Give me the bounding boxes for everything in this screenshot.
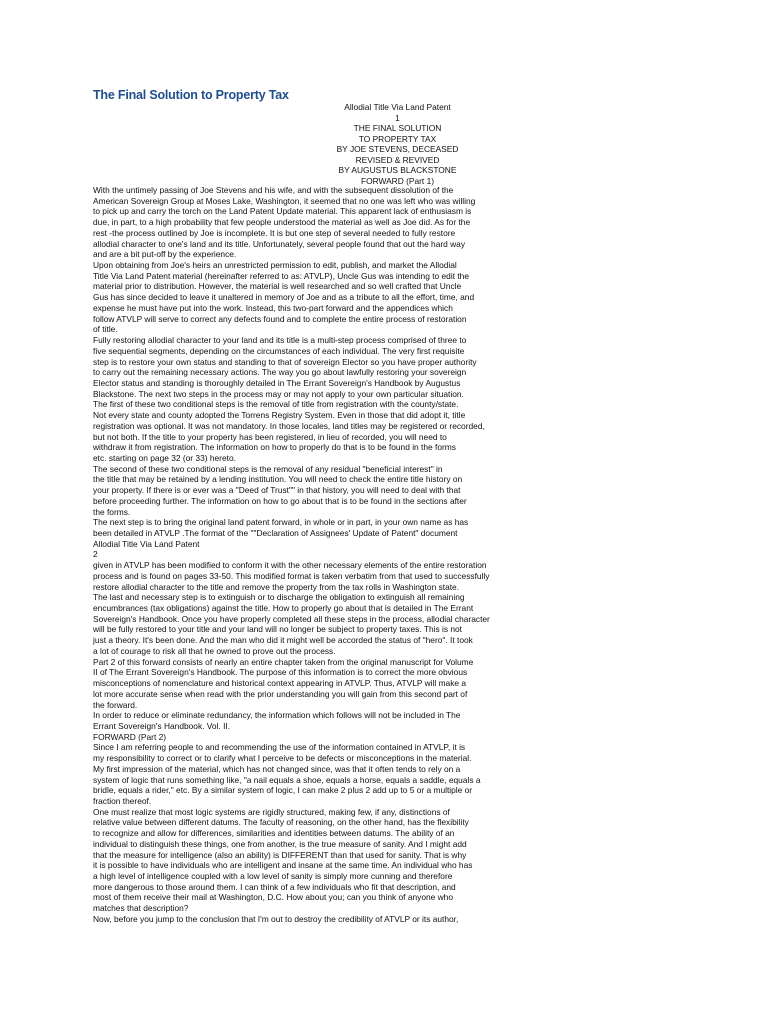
body-line: withdraw it from registration. The information on how to properly do that is to be found in the forms xyxy=(93,442,456,453)
body-line: Upon obtaining from Joe's heirs an unrestricted permission to edit, publish, and market the Allodial xyxy=(93,260,457,271)
body-line: bridle, equals a rider," etc. By a similar system of logic, I can make 2 plus 2 add up to 5 or a multiple or xyxy=(93,785,473,796)
header-line: 1 xyxy=(395,112,400,123)
body-line: before proceeding further. The information on how to go about that is to be found in the sections after xyxy=(93,495,467,506)
body-line: a high level of intelligence coupled with a low level of sanity is simply more cunning and therefore xyxy=(93,871,453,881)
header-line: REVISED & REVIVED xyxy=(355,154,440,165)
body-line: The last and necessary step is to extinguish or to discharge the obligation to extinguish all remaining xyxy=(93,592,465,603)
body-line: The first of these two conditional steps is the removal of title from registration with the county/state. xyxy=(93,399,459,410)
body-line: expense he must have put into the work. Instead, this two-part forward and the appendices which xyxy=(93,302,453,313)
header-line: THE FINAL SOLUTION xyxy=(353,123,442,133)
body-line: to recognize and allow for differences, similarities and identities between datums. The ability of an xyxy=(93,828,455,839)
body-line: 2 xyxy=(93,549,98,560)
body-line: system of logic that runs something like, "a nail equals a shoe, equals a horse, equals a saddle, equals a xyxy=(93,774,481,785)
body-line: With the untimely passing of Joe Stevens and his wife, and with the subsequent dissolution of the xyxy=(93,185,454,195)
body-line: follow ATVLP will serve to correct any defects found and to complete the entire process of restoration xyxy=(93,313,467,324)
body-line: your property. If there is or ever was a "Deed of Trust"" in that history, you will need to deal with that xyxy=(93,485,461,496)
body-line: In order to reduce or eliminate redundancy, the information which follows will not be included in The xyxy=(93,710,461,721)
body-line: Blackstone. The next two steps in the process may or may not apply to your own particular situation. xyxy=(93,388,464,399)
body-line: registration was optional. It was not mandatory. In those locales, land titles may be registered or recorded, xyxy=(93,420,485,431)
body-line: material prior to distribution. However, the material is well researched and so well crafted that Uncle xyxy=(93,281,462,292)
body-line: Gus has since decided to leave it unaltered in memory of Joe and as a tribute to all the effort, time, and xyxy=(93,292,475,303)
body-line: it is possible to have individuals who are intelligent and insane at the same time. An individual who has xyxy=(93,860,473,871)
body-line: rest -the process outlined by Joe is incomplete. It is but one step of several needed to fully restore xyxy=(93,227,456,238)
body-line: matches that description? xyxy=(93,903,189,914)
body-line: Part 2 of this forward consists of nearly an entire chapter taken from the original manuscript for Volume xyxy=(93,656,474,667)
body-line: fraction thereof. xyxy=(93,795,152,806)
body-line: process and is found on pages 33-50. This modified format is taken verbatim from that used to successfully xyxy=(93,570,490,581)
body-line: will be fully restored to your title and your land will no longer be subject to property taxes. This is not xyxy=(93,624,462,635)
body-line: Allodial Title Via Land Patent xyxy=(93,538,200,549)
body-line: lot more accurate sense when read with the prior understanding you will gain from this second part of xyxy=(93,688,468,699)
body-line: allodial character to one's land and its title. Unfortunately, several people found that out the hard way xyxy=(93,238,466,249)
body-line: relative value between different datums. The faculty of reasoning, on the other hand, has the flexibility xyxy=(93,817,469,828)
document-body xyxy=(93,185,523,925)
body-line: of title. xyxy=(93,324,118,335)
body-line: Errant Sovereign's Handbook. Vol. II. xyxy=(93,720,231,731)
body-line: FORWARD (Part 2) xyxy=(93,731,167,742)
body-line: individual to distinguish these things, one from another, is the true measure of sanity. And I might add xyxy=(93,838,467,849)
body-line: to pick up and carry the torch on the Land Patent Update material. This apparent lack of enthusiasm is xyxy=(93,206,472,217)
body-line: Now, before you jump to the conclusion that I'm out to destroy the credibility of ATVLP or its author, xyxy=(93,913,459,924)
body-line: misconceptions of nomenclature and historical context appearing in ATVLP. Thus, ATVLP will make a xyxy=(93,678,467,689)
body-line: Not every state and county adopted the Torrens Registry System. Even in those that did adopt it, title xyxy=(93,410,466,421)
body-line: a lot of courage to risk all that he owned to prove out the process. xyxy=(93,645,336,656)
header-line: Allodial Title Via Land Patent xyxy=(344,102,451,112)
header-line: TO PROPERTY TAX xyxy=(358,133,437,144)
document-header xyxy=(300,102,495,186)
body-line: encumbrances (tax obligations) against the title. How to properly go about that is detailed in The Errant xyxy=(93,603,474,614)
body-line: etc. starting on page 32 (or 33) hereto. xyxy=(93,452,236,463)
body-line: Since I am referring people to and recommending the use of the information contained in ATVLP, it is xyxy=(93,742,466,753)
body-line: due, in part, to a high probability that few people understood the material as well as Joe did. As for the xyxy=(93,217,471,228)
body-line: been detailed in ATVLP .The format of the ""Declaration of Assignees' Update of Patent" document xyxy=(93,528,458,538)
body-line: Fully restoring allodial character to your land and its title is a multi-step process comprised of three to xyxy=(93,335,467,346)
body-line: most of them receive their mail at Washington, D.C. How about you; can you think of anyone who xyxy=(93,892,453,903)
body-line: One must realize that most logic systems are rigidly structured, making few, if any, distinctions of xyxy=(93,806,450,817)
body-line: my responsibility to correct or to clarify what I perceive to be defects or misconceptions in the material. xyxy=(93,753,472,764)
body-line: restore allodial character to the title and remove the property from the tax rolls in Washington state. xyxy=(93,581,460,592)
body-line: the title that may be retained by a lending institution. You will need to check the entire title history on xyxy=(93,474,463,485)
body-line: given in ATVLP has been modified to conform it with the other necessary elements of the entire restoration xyxy=(93,560,487,571)
body-line: Sovereign's Handbook. Once you have properly completed all these steps in the process, allodial character xyxy=(93,613,490,624)
body-line: Title Via Land Patent material (hereinafter referred to as: ATVLP), Uncle Gus was intending to edit the xyxy=(93,270,469,281)
body-line: Elector status and standing is thoroughly detailed in The Errant Sovereign's Handbook by Augustus xyxy=(93,377,461,388)
body-line: and are a bit put-off by the experience. xyxy=(93,249,237,260)
body-line: that the measure for intelligence (also an ability) is DIFFERENT than that used for sanity. That is why xyxy=(93,849,467,860)
body-line: the forms. xyxy=(93,506,131,517)
body-line: The next step is to bring the original land patent forward, in whole or in part, in your own name as has xyxy=(93,517,469,528)
document-title: The Final Solution to Property Tax xyxy=(93,88,289,102)
body-line: but not both. If the title to your property has been registered, in lieu of recorded, you will need to xyxy=(93,431,447,442)
body-line: step is to restore your own status and standing to that of sovereign Elector so you have proper authority xyxy=(93,356,477,367)
body-line: more dangerous to those around them. I can think of a few individuals who fit that description, and xyxy=(93,881,456,892)
body-line: the forward. xyxy=(93,699,138,710)
body-line: five sequential segments, depending on the circumstances of each individual. The very first requisite xyxy=(93,345,465,356)
header-line: FORWARD (Part 1) xyxy=(360,175,435,186)
body-line: My first impression of the material, which has not changed since, was that it often tends to rely on a xyxy=(93,763,461,774)
body-line: to carry out the remaining necessary actions. The way you go about lawfully restoring your sovereign xyxy=(93,367,467,378)
body-line: The second of these two conditional steps is the removal of any residual "beneficial interest" in xyxy=(93,463,443,474)
header-line: BY AUGUSTUS BLACKSTONE xyxy=(338,165,457,175)
header-line: BY JOE STEVENS, DECEASED xyxy=(336,144,459,154)
body-line: American Sovereign Group at Moses Lake, Washington, it seemed that no one was left who was willing xyxy=(93,195,476,206)
body-line: just a theory. It's been done. And the man who did it might well be accorded the status of "hero". It took xyxy=(93,635,473,646)
body-line: II of The Errant Sovereign's Handbook. The purpose of this information is to correct the more obvious xyxy=(93,667,468,678)
